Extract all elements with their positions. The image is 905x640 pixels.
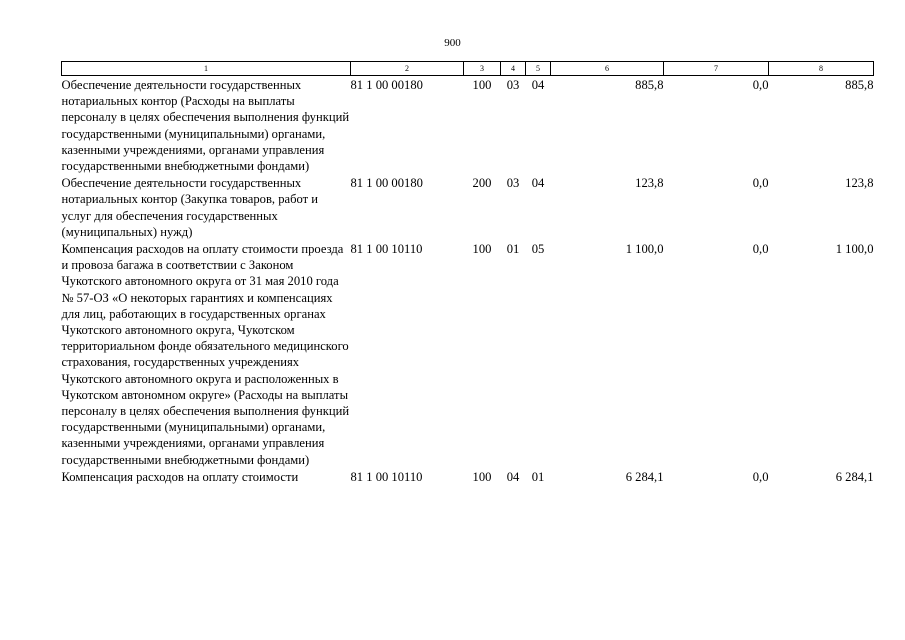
amount-value: 0,0: [752, 242, 769, 257]
table-row: [62, 174, 874, 240]
section-code: 01: [506, 242, 520, 257]
column-number-6: 6: [551, 62, 664, 76]
amount-value: 1 100,0: [835, 242, 874, 257]
amount-value: 0,0: [752, 78, 769, 92]
column-number-7: 7: [664, 62, 769, 76]
column-number-3: 3: [464, 62, 501, 76]
subsection-code: 04: [531, 78, 545, 92]
section-code: 03: [506, 176, 520, 191]
target-article-code: 81 1 00 00180: [350, 176, 423, 191]
expense-type-code: 100: [472, 78, 492, 92]
subsection-code: 01: [531, 469, 545, 484]
amount-value: 1 100,0: [625, 242, 664, 257]
subsection-code: 05: [531, 242, 545, 257]
amount-value: 123,8: [845, 176, 874, 191]
column-number-2: 2: [351, 62, 464, 76]
column-number-8: 8: [769, 62, 874, 76]
table-row: [62, 240, 874, 468]
expense-name: Компенсация расходов на оплату стоимости: [61, 469, 299, 484]
column-number-row: [62, 62, 874, 76]
target-article-code: 81 1 00 10110: [350, 242, 423, 257]
target-article-code: 81 1 00 10110: [350, 469, 423, 484]
expense-name: Компенсация расходов на оплату стоимости проезда и провоза багажа в соответствии с Законом Чукотского автономного округа от 31 мая 2010 года № 57-ОЗ «О некоторых гарантиях и компенсациях для лиц, работающих в государственных органах Чукотского автономного округа, Чукотском территориальном фонде обязательного медицинского страхования, государственных учреждениях Чукотского автономного округа и расположенных в Чукотском автономном округе» (Расходы на выплаты персоналу в целях обеспечения выполнения функций государственными (муниципальными) органами, казенными учреждениями, органами управления государственными внебюджетными фондами): [61, 242, 350, 467]
target-article-code: 81 1 00 00180: [350, 78, 423, 92]
expense-name: Обеспечение деятельности государственных нотариальных контор (Закупка товаров, работ и услуг для обеспечения государственных (муниципальных) нужд): [61, 176, 319, 239]
column-number-1: 1: [62, 62, 351, 76]
column-number-4: 4: [501, 62, 526, 76]
subsection-code: 04: [531, 176, 545, 191]
amount-value: 6 284,1: [835, 469, 874, 484]
amount-value: 885,8: [845, 78, 874, 92]
expense-type-code: 100: [472, 242, 492, 257]
page-number: 900: [444, 37, 461, 49]
amount-value: 123,8: [635, 176, 664, 191]
section-code: 04: [506, 469, 520, 484]
expense-name: Обеспечение деятельности государственных нотариальных контор (Расходы на выплаты персоналу в целях обеспечения выполнения функций государственными (муниципальными) органами, казенными учреждениями, органами управления государственными внебюджетными фондами): [61, 78, 350, 174]
amount-value: 6 284,1: [625, 469, 664, 484]
section-code: 03: [506, 78, 520, 92]
expense-type-code: 200: [472, 176, 492, 191]
amount-value: 0,0: [752, 176, 769, 191]
amount-value: 885,8: [635, 78, 664, 92]
column-number-5: 5: [526, 62, 551, 76]
amount-value: 0,0: [752, 469, 769, 484]
table-row: [62, 76, 874, 175]
budget-table: [61, 61, 874, 485]
expense-type-code: 100: [472, 469, 492, 484]
table-row: [62, 468, 874, 485]
